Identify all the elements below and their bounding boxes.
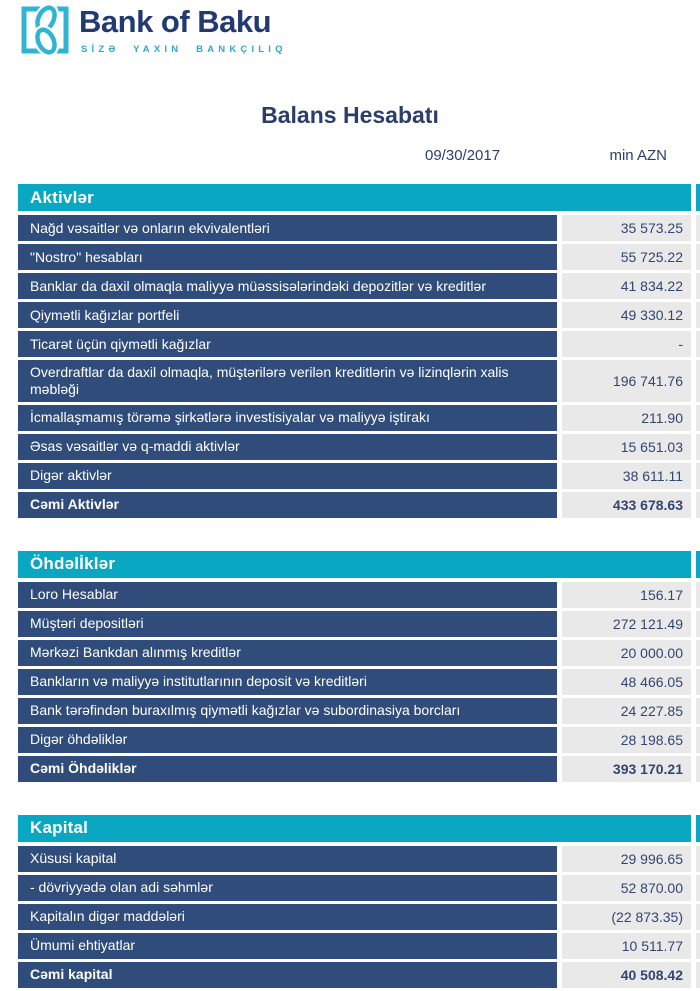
- row-label: Xüsusi kapital: [18, 846, 557, 872]
- row-value: 393 170.21: [562, 756, 691, 782]
- table-row: [18, 727, 700, 753]
- row-value-sliver: [696, 846, 700, 872]
- section-header-sliver: [696, 815, 700, 842]
- report-title: Balans Hesabatı: [261, 102, 439, 128]
- table-row: [18, 244, 700, 270]
- row-value-sliver: [696, 611, 700, 637]
- row-value-sliver: [696, 904, 700, 930]
- row-value-sliver: [696, 669, 700, 695]
- bank-wordmark: Bank of Baku: [79, 4, 272, 39]
- row-value-sliver: [696, 215, 700, 241]
- row-label: Bankların və maliyyə institutlarının deposit və kreditləri: [18, 669, 557, 695]
- section-title: Kapital: [30, 818, 89, 838]
- row-value: 156.17: [562, 582, 691, 608]
- section-header: [18, 184, 691, 211]
- row-value: 55 725.22: [562, 244, 691, 270]
- row-label: Cəmi Aktivlər: [18, 492, 557, 518]
- row-label: Digər öhdəliklər: [18, 727, 557, 753]
- row-value: 15 651.03: [562, 434, 691, 460]
- table-row: [18, 582, 700, 608]
- row-label: - dövriyyədə olan adi səhmlər: [18, 875, 557, 901]
- row-value-sliver: [696, 434, 700, 460]
- row-label: Ümumi ehtiyatlar: [18, 933, 557, 959]
- table-row: [18, 434, 700, 460]
- row-label: Cəmi Öhdəliklər: [18, 756, 557, 782]
- row-value-sliver: [696, 698, 700, 724]
- section-header-row: [18, 551, 700, 578]
- row-value: 211.90: [562, 405, 691, 431]
- row-value-sliver: [696, 360, 700, 402]
- row-value-sliver: [696, 244, 700, 270]
- table-row: [18, 331, 700, 357]
- row-label: Müştəri depositləri: [18, 611, 557, 637]
- row-value: (22 873.35): [562, 904, 691, 930]
- section-header-row: [18, 184, 700, 211]
- section-rows: [18, 582, 700, 782]
- row-value: 38 611.11: [562, 463, 691, 489]
- row-label: Cəmi kapital: [18, 962, 557, 988]
- section-header-sliver: [696, 551, 700, 578]
- table-row: [18, 933, 700, 959]
- row-label: Əsas vəsaitlər və q-maddi aktivlər: [18, 434, 557, 460]
- row-label: Bank tərəfindən buraxılmış qiymətli kağızlar və subordinasiya borcları: [18, 698, 557, 724]
- section-rows: [18, 215, 700, 518]
- section-header: [18, 551, 691, 578]
- row-value-sliver: [696, 962, 700, 988]
- row-value-sliver: [696, 727, 700, 753]
- row-value-sliver: [696, 875, 700, 901]
- table-row: [18, 904, 700, 930]
- row-value: 29 996.65: [562, 846, 691, 872]
- bank-tagline: SİZƏ YAXIN BANKÇILIQ: [81, 44, 287, 55]
- table-row: [18, 756, 700, 782]
- row-value-sliver: [696, 273, 700, 299]
- table-row: [18, 405, 700, 431]
- table-row: [18, 669, 700, 695]
- row-value: 10 511.77: [562, 933, 691, 959]
- row-label: Mərkəzi Bankdan alınmış kreditlər: [18, 640, 557, 666]
- table-row: [18, 302, 700, 328]
- row-value: 41 834.22: [562, 273, 691, 299]
- section-title: Aktivlər: [30, 187, 94, 207]
- chain-link-logo-icon: [20, 2, 72, 58]
- section-header-sliver: [696, 184, 700, 211]
- report-date: 09/30/2017: [425, 147, 501, 164]
- section-header-row: [18, 815, 700, 842]
- row-label: Banklar da daxil olmaqla maliyyə müəssisələrindəki depozitlər və kreditlər: [18, 273, 557, 299]
- table-row: [18, 611, 700, 637]
- row-value: 20 000.00: [562, 640, 691, 666]
- row-label: Qiymətli kağızlar portfeli: [18, 302, 557, 328]
- row-value-sliver: [696, 302, 700, 328]
- table-row: [18, 215, 700, 241]
- report-unit-label: min AZN: [609, 147, 667, 164]
- table-row: [18, 875, 700, 901]
- section-title: Öhdəlİklər: [30, 554, 116, 574]
- row-label: Overdraftlar da daxil olmaqla, müştərilərə verilən kreditlərin və lizinqlərin xalis məbləği: [18, 360, 557, 402]
- row-label: Kapitalın digər maddələri: [18, 904, 557, 930]
- table-row: [18, 698, 700, 724]
- row-value: 35 573.25: [562, 215, 691, 241]
- row-label: Ticarət üçün qiymətli kağızlar: [18, 331, 557, 357]
- report-meta: [0, 147, 700, 164]
- balance-table: [18, 184, 700, 988]
- row-label: Digər aktivlər: [18, 463, 557, 489]
- balance-section: [18, 551, 700, 782]
- row-value-sliver: [696, 463, 700, 489]
- row-value-sliver: [696, 933, 700, 959]
- row-value: 40 508.42: [562, 962, 691, 988]
- row-label: Loro Hesablar: [18, 582, 557, 608]
- row-value: 272 121.49: [562, 611, 691, 637]
- table-row: [18, 640, 700, 666]
- row-value: 24 227.85: [562, 698, 691, 724]
- row-value-sliver: [696, 492, 700, 518]
- table-row: [18, 846, 700, 872]
- section-header: [18, 815, 691, 842]
- row-label: İcmallaşmamış törəmə şirkətlərə investisiyalar və maliyyə iştirakı: [18, 405, 557, 431]
- row-label: Nağd vəsaitlər və onların ekvivalentləri: [18, 215, 557, 241]
- table-row: [18, 492, 700, 518]
- row-value: 52 870.00: [562, 875, 691, 901]
- row-value: 28 198.65: [562, 727, 691, 753]
- row-value: -: [562, 331, 691, 357]
- table-row: [18, 360, 700, 402]
- row-value-sliver: [696, 331, 700, 357]
- row-value: 48 466.05: [562, 669, 691, 695]
- table-row: [18, 273, 700, 299]
- row-value-sliver: [696, 640, 700, 666]
- row-value-sliver: [696, 405, 700, 431]
- balance-section: [18, 815, 700, 988]
- table-row: [18, 463, 700, 489]
- row-value: 433 678.63: [562, 492, 691, 518]
- balance-section: [18, 184, 700, 518]
- row-value-sliver: [696, 756, 700, 782]
- table-row: [18, 962, 700, 988]
- row-label: "Nostro" hesabları: [18, 244, 557, 270]
- header: [0, 0, 700, 60]
- section-rows: [18, 846, 700, 988]
- row-value: 49 330.12: [562, 302, 691, 328]
- row-value-sliver: [696, 582, 700, 608]
- row-value: 196 741.76: [562, 360, 691, 402]
